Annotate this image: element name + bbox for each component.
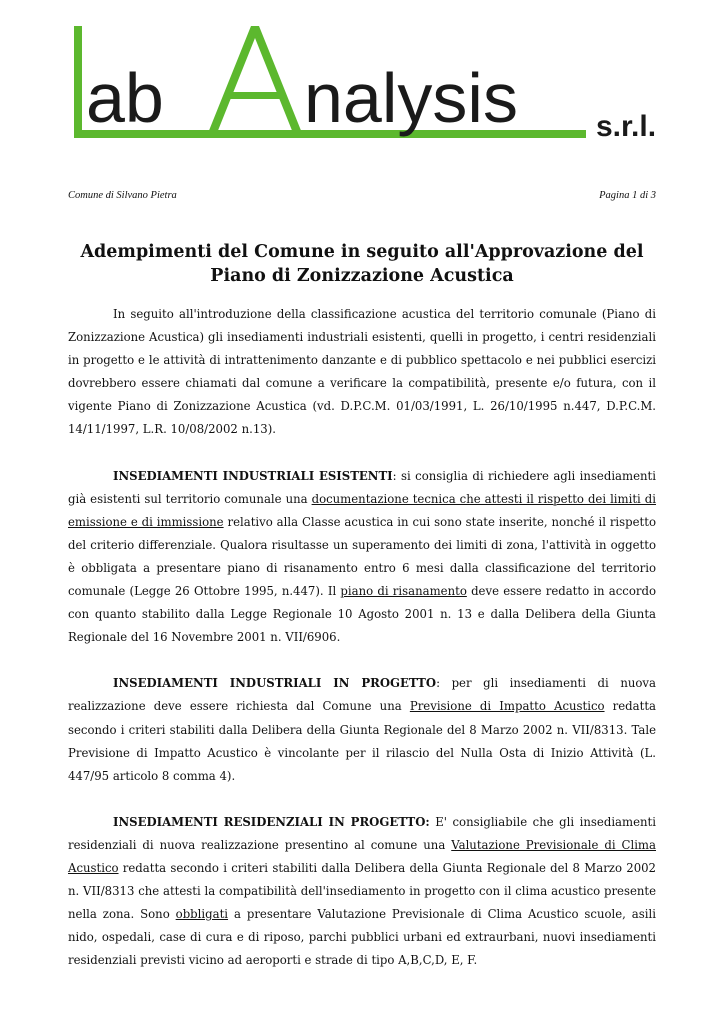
section-text: deve essere redatto in accordo con quanto stabilito dalla Legge Regionale 10 Agosto 2001 n. 13 e dalla Delibera della Giunta Regionale del 16 Novembre 2001 n. VII/6906.	[68, 584, 656, 645]
logo-green-a-shape	[206, 26, 304, 138]
section-text: : si consiglia di richiedere agli insediamenti già esistenti sul territorio comunale una	[68, 468, 656, 506]
section-heading: INSEDIAMENTI RESIDENZIALI IN PROGETTO:	[113, 814, 430, 829]
logo-green-a-bar	[229, 92, 281, 99]
logo-text-nalysis: nalysis	[304, 59, 518, 137]
section-heading: INSEDIAMENTI INDUSTRIALI IN PROGETTO	[113, 676, 437, 691]
underlined-text: documentazione tecnica che attesti il rispetto dei limiti di emissione e di immissione	[68, 491, 657, 529]
logo-text-srl: s.r.l.	[596, 110, 657, 143]
underlined-text: obbligati	[175, 907, 229, 922]
section-text: E' consigliabile che gli insediamenti residenziali di nuova realizzazione presentino al comune una	[68, 814, 656, 852]
header-page-number: Pagina 1 di 3	[599, 190, 656, 201]
underlined-text: Previsione di Impatto Acustico	[409, 699, 605, 714]
header-municipality: Comune di Silvano Pietra	[68, 190, 177, 201]
logo-green-frame-vertical	[74, 26, 82, 138]
lab-analysis-logo	[66, 20, 686, 150]
section-text: : per gli insediamenti di nuova realizzazione deve essere richiesta dal Comune una	[68, 676, 656, 714]
section-text: a presentare Valutazione Previsionale di Clima Acustico scuole, asili nido, ospedali, case di cura e di riposo, parchi pubblici urbani ed extraurbani, nuovi insediamenti residenziali previsti vicino ad aeroporti e strade di tipo A,B,C,D, E, F.	[68, 907, 656, 968]
section-industrial-existing	[68, 465, 656, 650]
underlined-text: piano di risanamento	[340, 584, 467, 599]
document-body	[68, 303, 656, 995]
underlined-text: Valutazione Previsionale di Clima Acustico	[68, 837, 656, 875]
section-residential-project	[68, 811, 656, 973]
section-text: redatta secondo i criteri stabiliti dalla Delibera della Giunta Regionale del 8 Marzo 2002 n. VII/8313. Tale Previsione di Impatto Acustico è vincolante per il rilascio del Nulla Osta di Inizio Attività (L. 447/95 articolo 8 comma 4).	[68, 699, 656, 783]
logo-text-ab: ab	[86, 59, 164, 137]
section-heading: INSEDIAMENTI INDUSTRIALI ESISTENTI	[113, 468, 393, 483]
intro-paragraph: In seguito all'introduzione della classificazione acustica del territorio comunale (Piano di Zonizzazione Acustica) gli insediamenti industriali esistenti, quelli in progetto, i centri residenziali in progetto e le attività di intrattenimento danzante e di pubblico spettacolo e nei pubblici esercizi dovrebbero essere chiamati dal comune a verificare la compatibilità, presente e/o futura, con il vigente Piano di Zonizzazione Acustica (vd. D.P.C.M. 01/03/1991, L. 26/10/1995 n.447, D.P.C.M. 14/11/1997, L.R. 10/08/2002 n.13).	[68, 307, 656, 437]
document-title: Adempimenti del Comune in seguito all'Approvazione del Piano di Zonizzazione Acustica	[80, 242, 644, 286]
section-industrial-project	[68, 672, 656, 787]
section-text: relativo alla Classe acustica in cui sono state inserite, nonché il rispetto del criterio differenziale. Qualora risultasse un superamento dei limiti di zona, l'attività in oggetto è obbligata a presentare piano di risanamento entro 6 mesi dalla classificazione del territorio comunale (Legge 26 Ottobre 1995, n.447). Il	[68, 514, 656, 599]
section-text: redatta secondo i criteri stabiliti dalla Delibera della Giunta Regionale del 8 Marzo 2002 n. VII/8313 che attesti la compatibilità dell'insediamento in progetto con il clima acustico presente nella zona. Sono	[68, 860, 656, 922]
